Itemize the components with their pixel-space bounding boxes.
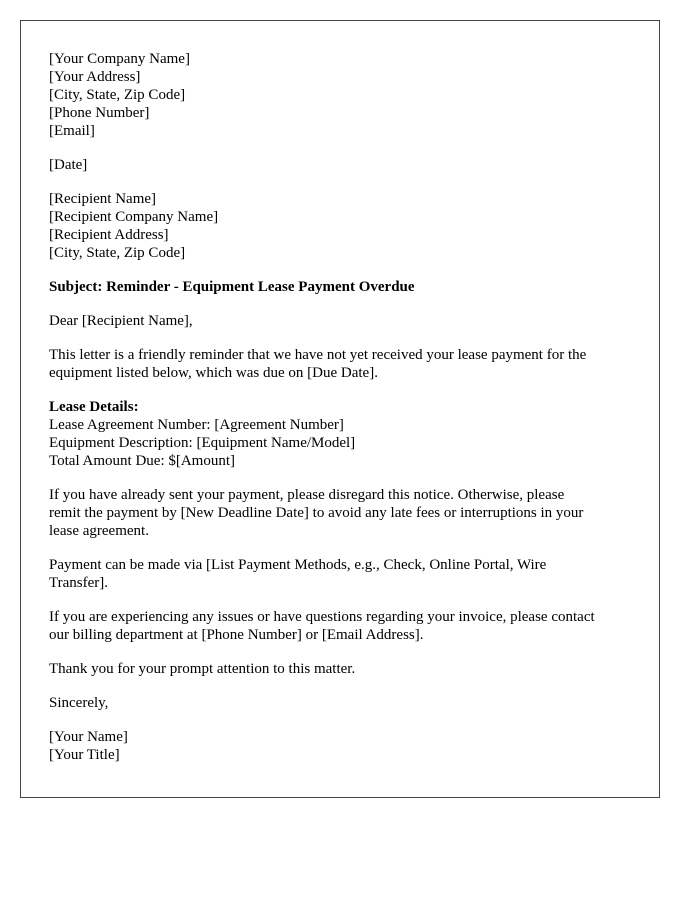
recipient-address: [Recipient Address] [49,227,169,243]
disregard-line-1: If you have already sent your payment, please disregard this notice. Otherwise, please [49,487,565,503]
disregard-line-3: lease agreement. [49,523,149,539]
letter-date: [Date] [49,157,88,173]
recipient-city: [City, State, Zip Code] [49,245,186,261]
payment-line-1: Payment can be made via [List Payment Methods, e.g., Check, Online Portal, Wire [49,557,547,573]
payment-paragraph [49,556,631,592]
lease-details-heading: Lease Details: [49,399,139,415]
lease-total-amount: Total Amount Due: $[Amount] [49,453,236,469]
sender-address: [Your Address] [49,69,141,85]
disregard-paragraph [49,486,631,540]
payment-line-2: Transfer]. [49,575,109,591]
disregard-line-2: remit the payment by [New Deadline Date] to avoid any late fees or interruptions in your [49,505,584,521]
lease-agreement-number: Lease Agreement Number: [Agreement Number] [49,417,344,433]
contact-line-1: If you are experiencing any issues or have questions regarding your invoice, please contact [49,609,595,625]
lease-equipment-description: Equipment Description: [Equipment Name/Model] [49,435,356,451]
recipient-company: [Recipient Company Name] [49,209,219,225]
salutation: Dear [Recipient Name], [49,313,193,329]
contact-paragraph [49,608,631,644]
subject-block [49,278,631,296]
closing-line: Sincerely, [49,695,109,711]
sender-block [49,50,631,140]
intro-paragraph [49,346,631,382]
contact-line-2: our billing department at [Phone Number] or [Email Address]. [49,627,424,643]
thanks-block [49,660,631,678]
salutation-block [49,312,631,330]
subject-line: Subject: Reminder - Equipment Lease Payment Overdue [49,279,415,295]
thanks-line: Thank you for your prompt attention to this matter. [49,661,356,677]
intro-line-2: equipment listed below, which was due on [Due Date]. [49,365,378,381]
recipient-block [49,190,631,262]
recipient-name: [Recipient Name] [49,191,157,207]
letter-page [20,20,660,798]
sender-phone: [Phone Number] [49,105,150,121]
signature-name: [Your Name] [49,729,128,745]
closing-block [49,694,631,712]
signature-title: [Your Title] [49,747,120,763]
signature-block [49,728,631,764]
intro-line-1: This letter is a friendly reminder that we have not yet received your lease payment for the [49,347,587,363]
sender-email: [Email] [49,123,95,139]
sender-company: [Your Company Name] [49,51,190,67]
sender-city: [City, State, Zip Code] [49,87,186,103]
date-block [49,156,631,174]
lease-details-block [49,398,631,470]
